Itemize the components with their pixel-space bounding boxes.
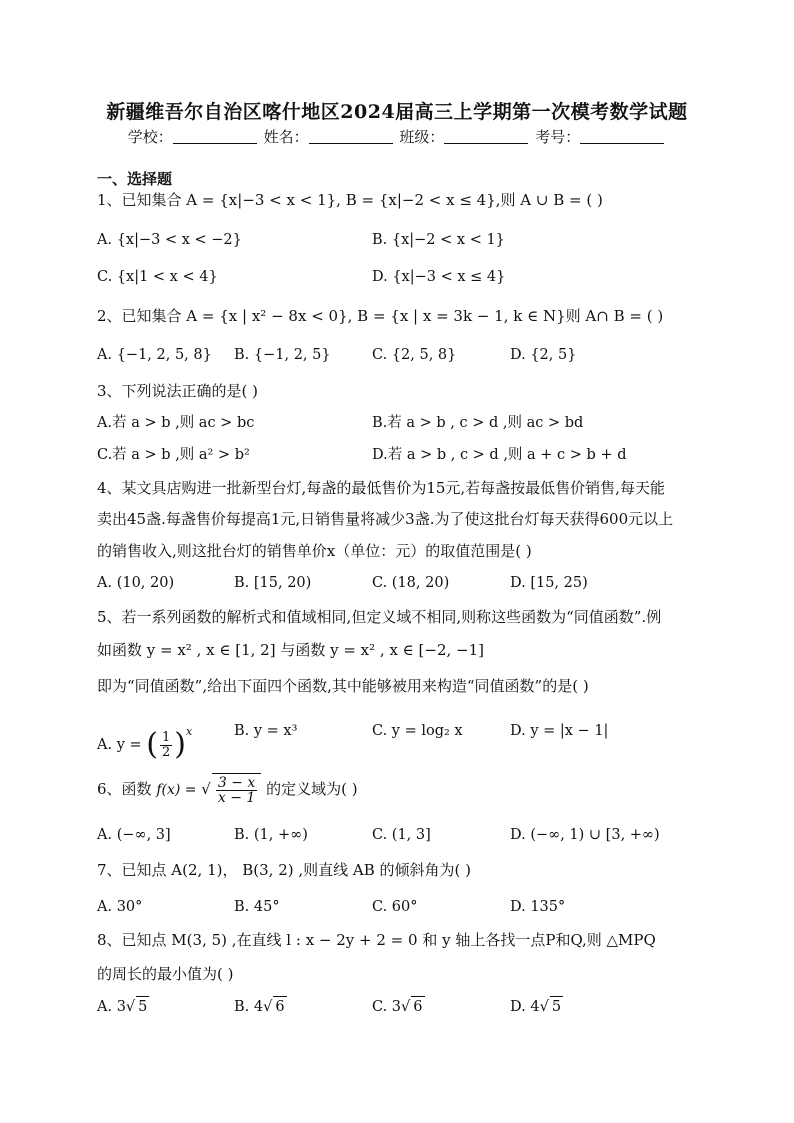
q8-option-b[interactable] — [234, 996, 287, 1017]
q8-line-1: 8、已知点 M(3, 5) ,在直线 l : x − 2y + 2 = 0 和 y 轴上各找一点P和Q,则 △MPQ — [97, 931, 656, 949]
q8-option-d[interactable] — [510, 996, 563, 1017]
q7-option-b[interactable]: B. 45° — [234, 899, 280, 915]
q6-numerator: 3 − x — [217, 774, 256, 791]
exam-number-blank[interactable] — [580, 129, 664, 144]
q5-option-a-prefix: A. y = — [97, 737, 142, 753]
exam-title: 新疆维吾尔自治区喀什地区2024届高三上学期第一次模考数学试题 — [106, 101, 688, 123]
q8-option-a[interactable] — [97, 996, 149, 1017]
school-blank[interactable] — [173, 129, 257, 144]
left-paren-glyph: ( — [146, 727, 158, 762]
q6-stem — [97, 773, 358, 805]
name-label: 姓名： — [263, 128, 309, 146]
q5-option-a[interactable] — [97, 717, 192, 760]
q7-stem: 7、已知点 A(2, 1)， B(3, 2) ,则直线 AB 的倾斜角为( ) — [97, 861, 471, 879]
sqrt-icon: √ — [201, 780, 211, 798]
q5-option-b[interactable]: B. y = x³ — [234, 723, 298, 739]
sqrt-icon: √ — [539, 999, 549, 1015]
q1-option-b[interactable]: B. {x|−2 < x < 1} — [372, 232, 505, 248]
q5-option-d[interactable]: D. y = |x − 1| — [510, 723, 609, 739]
q6-denominator: x − 1 — [217, 789, 256, 806]
q3-option-a[interactable]: A.若 a > b ,则 ac > bc — [97, 415, 255, 431]
q1-stem: 1、已知集合 A = {x|−3 < x < 1}, B = {x|−2 < x ≤ 4},则 A ∪ B = ( ) — [97, 191, 603, 209]
q8-option-b-radicand: 6 — [273, 996, 286, 1017]
q6-prefix: 6、函数 — [97, 780, 152, 798]
sqrt-icon: √ — [125, 999, 136, 1015]
exponent-x: x — [185, 725, 193, 738]
q3-option-c[interactable]: C.若 a > b ,则 a² > b² — [97, 447, 250, 463]
q8-option-b-coef: B. 4 — [234, 999, 264, 1015]
q6-fraction — [216, 776, 257, 805]
class-blank[interactable] — [444, 129, 528, 144]
school-label: 学校： — [127, 128, 173, 146]
q4-option-c[interactable]: C. (18, 20) — [372, 575, 450, 591]
q6-option-a[interactable]: A. (−∞, 3] — [97, 827, 171, 843]
q3-option-b[interactable]: B.若 a > b , c > d ,则 ac > bd — [372, 415, 584, 431]
q5-line-3: 即为“同值函数”,给出下面四个函数,其中能够被用来构造“同值函数”的是( ) — [97, 677, 589, 695]
fraction-denominator: 2 — [161, 744, 171, 760]
q1-option-d[interactable]: D. {x|−3 < x ≤ 4} — [372, 269, 506, 285]
q5-line-2: 如函数 y = x² , x ∈ [1, 2] 与函数 y = x² , x ∈ [−2, −1] — [97, 641, 485, 659]
class-label: 班级： — [399, 128, 445, 146]
q2-stem: 2、已知集合 A = {x | x² − 8x < 0}, B = {x | x = 3k − 1, k ∈ N}则 A∩ B = ( ) — [97, 307, 664, 325]
q8-option-c-coef: C. 3 — [372, 999, 402, 1015]
q6-function: f(x) = — [156, 782, 197, 798]
sqrt-icon: √ — [263, 999, 273, 1015]
one-half-fraction — [160, 731, 172, 760]
q4-line-2: 卖出45盏.每盏售价每提高1元,日销售量将减少3盏.为了使这批台灯每天获得600元以上 — [97, 510, 674, 528]
q6-radicand — [212, 773, 261, 805]
q5-option-c[interactable]: C. y = log₂ x — [372, 723, 463, 739]
q2-option-c[interactable]: C. {2, 5, 8} — [372, 347, 457, 363]
q7-option-c[interactable]: C. 60° — [372, 899, 418, 915]
q2-option-a[interactable]: A. {−1, 2, 5, 8} — [97, 347, 212, 363]
q1-option-a[interactable]: A. {x|−3 < x < −2} — [97, 232, 242, 248]
q6-suffix: 的定义域为( ) — [266, 780, 358, 798]
q3-stem: 3、下列说法正确的是( ) — [97, 382, 259, 400]
q2-option-b[interactable]: B. {−1, 2, 5} — [234, 347, 331, 363]
q7-option-a[interactable]: A. 30° — [97, 899, 143, 915]
q7-option-d[interactable]: D. 135° — [510, 899, 566, 915]
q3-option-d[interactable]: D.若 a > b , c > d ,则 a + c > b + d — [372, 447, 627, 463]
q6-option-d[interactable]: D. (−∞, 1) ∪ [3, +∞) — [510, 827, 660, 843]
q4-option-d[interactable]: D. [15, 25) — [510, 575, 588, 591]
q6-option-c[interactable]: C. (1, 3] — [372, 827, 431, 843]
q4-line-1: 4、某文具店购进一批新型台灯,每盏的最低售价为15元,若每盏按最低售价销售,每天能 — [97, 479, 665, 497]
q8-option-a-coef: A. 3 — [97, 999, 126, 1015]
q4-line-3: 的销售收入,则这批台灯的销售单价x（单位：元）的取值范围是( ) — [97, 542, 532, 560]
q2-option-d[interactable]: D. {2, 5} — [510, 347, 577, 363]
exam-number-label: 考号： — [535, 128, 581, 146]
q5-line-1: 5、若一系列函数的解析式和值域相同,但定义域不相同,则称这些函数为“同值函数”.例 — [97, 608, 662, 626]
q4-option-a[interactable]: A. (10, 20) — [97, 575, 175, 591]
right-paren-glyph: ) — [174, 727, 186, 762]
q4-option-b[interactable]: B. [15, 20) — [234, 575, 312, 591]
q8-option-d-radicand: 5 — [550, 996, 563, 1017]
q8-option-a-radicand: 5 — [136, 996, 149, 1017]
sqrt-icon: √ — [401, 999, 411, 1015]
q1-option-c[interactable]: C. {x|1 < x < 4} — [97, 269, 218, 285]
fraction-numerator: 1 — [161, 729, 171, 745]
q8-option-c-radicand: 6 — [411, 996, 424, 1017]
name-blank[interactable] — [309, 129, 393, 144]
q6-option-b[interactable]: B. (1, +∞) — [234, 827, 308, 843]
q8-line-2: 的周长的最小值为( ) — [97, 965, 234, 983]
q8-option-d-coef: D. 4 — [510, 999, 540, 1015]
q8-option-c[interactable] — [372, 996, 425, 1017]
student-info-row — [0, 126, 794, 147]
section-title: 一、选择题 — [97, 170, 173, 188]
